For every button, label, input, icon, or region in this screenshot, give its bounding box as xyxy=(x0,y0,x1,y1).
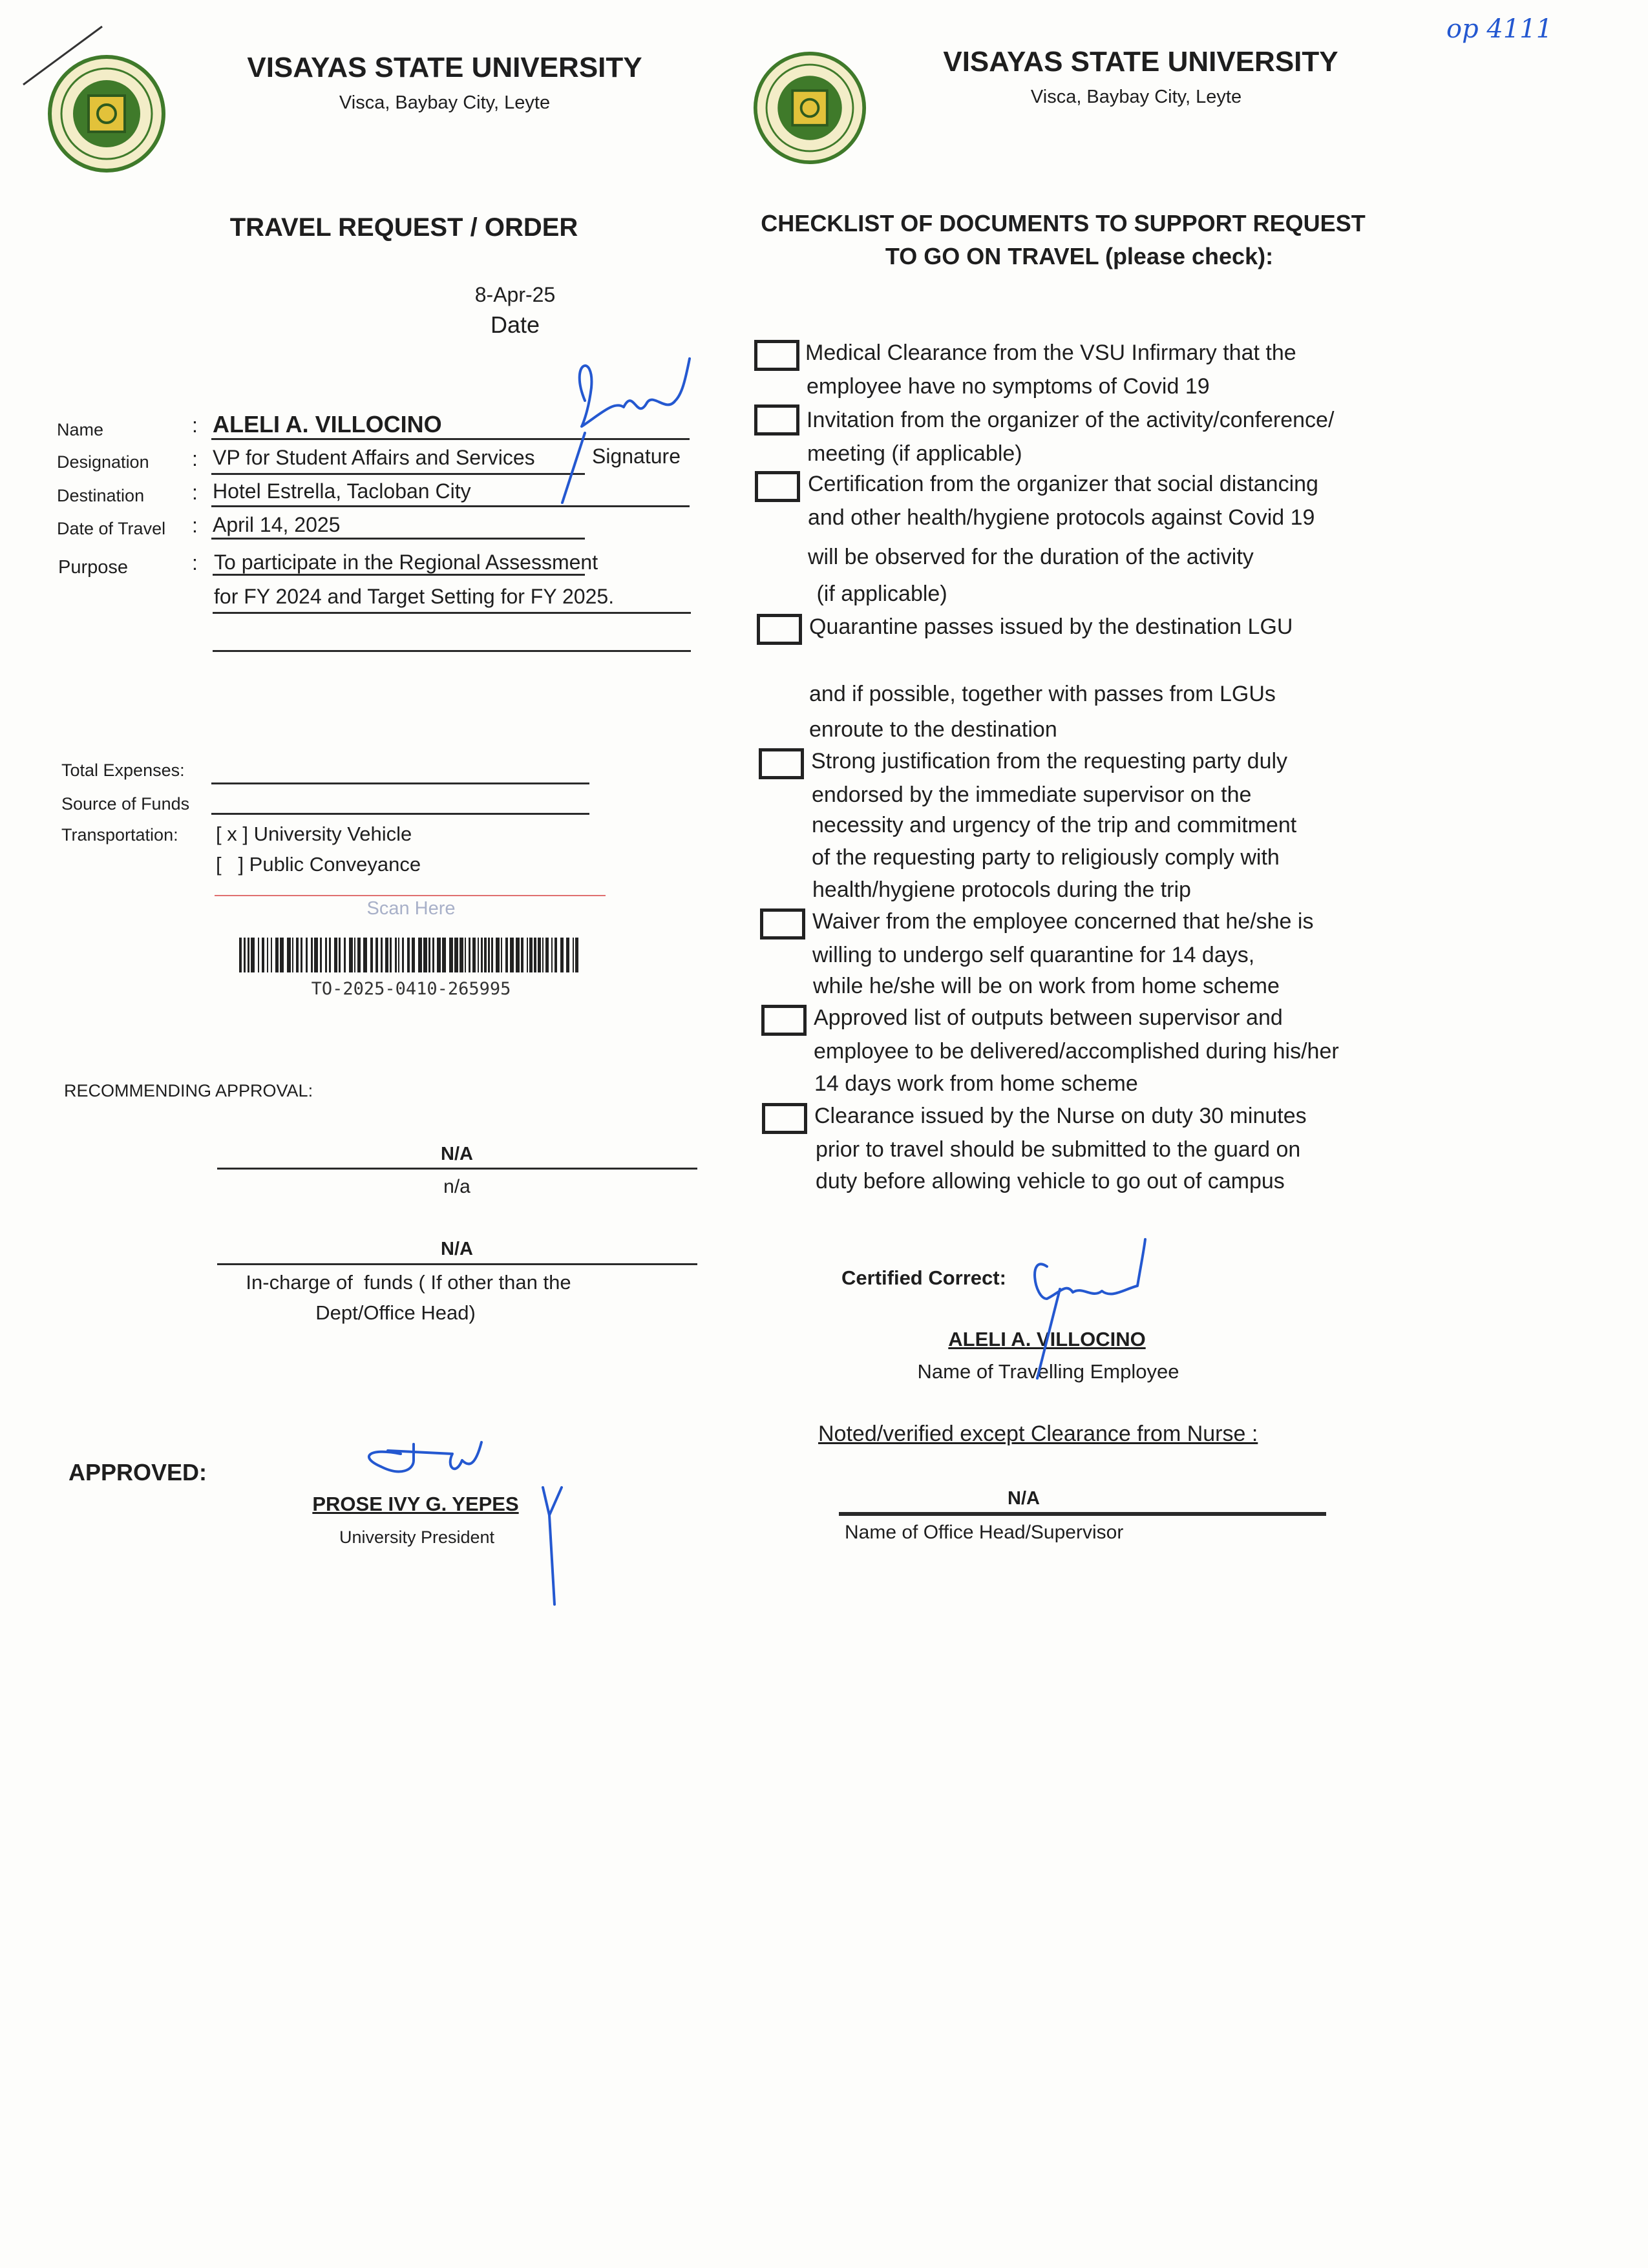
travelling-employee-name: ALELI A. VILLOCINO xyxy=(948,1328,1146,1350)
colon: : xyxy=(192,414,198,437)
barcode-bar xyxy=(354,938,355,972)
barcode-bar xyxy=(314,938,318,972)
checklist-item-text: 14 days work from home scheme xyxy=(814,1071,1138,1096)
barcode-bar xyxy=(398,938,399,972)
barcode-bar xyxy=(239,938,242,972)
barcode-bar xyxy=(472,938,476,972)
university-address-left: Visca, Baybay City, Leyte xyxy=(339,92,551,113)
checkbox[interactable] xyxy=(754,340,799,371)
barcode-bar xyxy=(390,938,392,972)
noted-verified-label: Noted/verified except Clearance from Nurse : xyxy=(818,1422,1258,1446)
barcode-bar xyxy=(551,938,553,972)
recommender1-title: n/a xyxy=(443,1176,470,1197)
barcode-bar xyxy=(385,938,388,972)
barcode-bar xyxy=(449,938,453,972)
purpose-label: Purpose xyxy=(58,557,129,578)
requester-signature xyxy=(580,359,690,426)
university-name-right: VISAYAS STATE UNIVERSITY xyxy=(943,46,1338,78)
transport-option-university-vehicle[interactable]: [ x ] University Vehicle xyxy=(216,823,412,845)
checklist-item-text: while he/she will be on work from home scheme xyxy=(813,974,1280,998)
barcode-bar xyxy=(296,938,299,972)
checklist-item-text: meeting (if applicable) xyxy=(807,441,1022,466)
name-value: ALELI A. VILLOCINO xyxy=(213,411,442,437)
barcode-bar xyxy=(339,938,341,972)
date-label: Date xyxy=(490,311,540,338)
date-of-travel-value: April 14, 2025 xyxy=(213,513,341,536)
barcode-bar xyxy=(301,938,302,972)
checklist-item-text: necessity and urgency of the trip and commitment xyxy=(812,813,1297,837)
approved-label: APPROVED: xyxy=(69,1459,207,1486)
barcode-code: TO-2025-0410-265995 xyxy=(311,979,511,999)
checkbox[interactable] xyxy=(762,1103,807,1134)
checklist-item-text: Clearance issued by the Nurse on duty 30 minutes xyxy=(814,1104,1307,1128)
checklist-item-text: Waiver from the employee concerned that he/she is xyxy=(812,909,1314,934)
approver-title: University President xyxy=(339,1528,495,1547)
checkbox[interactable] xyxy=(759,748,804,779)
checklist-item-text: willing to undergo self quarantine for 14 days, xyxy=(812,943,1255,967)
barcode-bar xyxy=(527,938,528,972)
barcode-bar xyxy=(542,938,544,972)
barcode-bar xyxy=(484,938,487,972)
barcode-bar xyxy=(287,938,291,972)
checklist-item-text: Approved list of outputs between supervisor and xyxy=(814,1005,1283,1030)
university-seal-right xyxy=(753,51,867,165)
barcode-bar xyxy=(349,938,353,972)
purpose-value-line1: To participate in the Regional Assessment xyxy=(214,551,598,574)
president-signature xyxy=(369,1442,481,1471)
scan-divider xyxy=(215,895,606,896)
checklist-title-line2: TO GO ON TRAVEL (please check): xyxy=(885,243,1274,269)
barcode-bar xyxy=(292,938,293,972)
checkbox[interactable] xyxy=(755,471,800,502)
barcode-bar xyxy=(334,938,337,972)
barcode-bar xyxy=(501,938,502,972)
president-initial xyxy=(543,1487,562,1604)
university-seal-left xyxy=(47,54,166,173)
barcode-bar xyxy=(478,938,479,972)
checklist-item-text: employee to be delivered/accomplished during his/her xyxy=(814,1039,1339,1064)
barcode-bar xyxy=(529,938,533,972)
requester-signature-slash xyxy=(562,433,585,503)
checklist-item-text: Certification from the organizer that social distancing xyxy=(808,472,1318,496)
colon: : xyxy=(192,551,198,574)
form-title: TRAVEL REQUEST / ORDER xyxy=(229,213,578,242)
barcode-bar xyxy=(375,938,378,972)
barcode-bar xyxy=(412,938,415,972)
destination-label: Destination xyxy=(57,486,145,505)
checklist-item-text: prior to travel should be submitted to the guard on xyxy=(816,1137,1301,1162)
barcode-bar xyxy=(491,938,493,972)
checklist-item-text: health/hygiene protocols during the trip xyxy=(812,877,1191,902)
barcode-bar xyxy=(560,938,564,972)
barcode-bar xyxy=(267,938,268,972)
recommending-approval-label: RECOMMENDING APPROVAL: xyxy=(64,1081,313,1100)
barcode-bar xyxy=(395,938,397,972)
checklist-title-line1: CHECKLIST OF DOCUMENTS TO SUPPORT REQUEST xyxy=(761,210,1366,236)
checkbox[interactable] xyxy=(760,908,805,940)
barcode-bar xyxy=(363,938,367,972)
barcode-bar xyxy=(432,938,434,972)
barcode-bar xyxy=(423,938,427,972)
checklist-item-text: Quarantine passes issued by the destination LGU xyxy=(809,614,1293,639)
barcode-bar xyxy=(344,938,346,972)
checklist-item-text: Strong justification from the requesting party duly xyxy=(811,749,1288,773)
checklist-item-text: and if possible, together with passes from LGUs xyxy=(809,682,1276,706)
date-of-travel-label: Date of Travel xyxy=(57,519,166,538)
supervisor-caption: Name of Office Head/Supervisor xyxy=(845,1522,1124,1543)
barcode-bar xyxy=(521,938,523,972)
checklist-item-text: Medical Clearance from the VSU Infirmary that the xyxy=(805,341,1296,365)
recommender2-title-line2: Dept/Office Head) xyxy=(315,1301,476,1324)
travelling-employee-caption: Name of Travelling Employee xyxy=(917,1360,1179,1383)
barcode-bar xyxy=(534,938,536,972)
destination-value: Hotel Estrella, Tacloban City xyxy=(213,479,471,503)
designation-label: Designation xyxy=(57,452,149,472)
barcode-bar xyxy=(418,938,422,972)
name-label: Name xyxy=(57,420,104,439)
checklist-item-text: duty before allowing vehicle to go out of campus xyxy=(816,1169,1285,1193)
barcode-bar xyxy=(516,938,520,972)
barcode-bar xyxy=(555,938,557,972)
barcode-bar xyxy=(460,938,463,972)
recommender2-name: N/A xyxy=(441,1239,473,1259)
barcode xyxy=(239,938,584,972)
request-date: 8-Apr-25 xyxy=(474,283,556,306)
barcode-bar xyxy=(566,938,569,972)
transportation-label: Transportation: xyxy=(61,825,178,845)
source-of-funds-label: Source of Funds xyxy=(61,794,190,814)
barcode-bar xyxy=(306,938,308,972)
barcode-bar xyxy=(437,938,441,972)
barcode-bar xyxy=(575,938,578,972)
barcode-bar xyxy=(481,938,483,972)
barcode-bar xyxy=(244,938,246,972)
barcode-bar xyxy=(454,938,458,972)
barcode-bar xyxy=(275,938,279,972)
barcode-bar xyxy=(488,938,490,972)
checklist-item-text: (if applicable) xyxy=(810,582,947,606)
barcode-bar xyxy=(469,938,470,972)
barcode-bar xyxy=(280,938,284,972)
total-expenses-label: Total Expenses: xyxy=(61,761,185,780)
checklist-item-text: enroute to the destination xyxy=(809,717,1057,742)
recommender1-name: N/A xyxy=(441,1144,473,1164)
barcode-bar xyxy=(573,938,574,972)
barcode-bar xyxy=(510,938,514,972)
colon: : xyxy=(192,481,198,504)
barcode-bar xyxy=(329,938,331,972)
barcode-bar xyxy=(311,938,313,972)
designation-value: VP for Student Affairs and Services xyxy=(213,446,535,469)
checklist-item-text: will be observed for the duration of the activity xyxy=(808,545,1254,569)
barcode-bar xyxy=(465,938,466,972)
checklist-item-text: employee have no symptoms of Covid 19 xyxy=(807,374,1210,399)
barcode-bar xyxy=(251,938,255,972)
barcode-bar xyxy=(428,938,430,972)
checklist-item-text: Invitation from the organizer of the activity/conference/ xyxy=(807,408,1335,432)
barcode-bar xyxy=(545,938,549,972)
checkbox[interactable] xyxy=(754,404,799,436)
barcode-bar xyxy=(370,938,373,972)
recommender2-title-line1: In-charge of funds ( If other than the xyxy=(246,1271,571,1294)
certified-correct-label: Certified Correct: xyxy=(841,1266,1006,1289)
barcode-bar xyxy=(442,938,446,972)
supervisor-name: N/A xyxy=(1008,1488,1040,1509)
checklist-item-text: and other health/hygiene protocols against Covid 19 xyxy=(808,505,1315,530)
barcode-bar xyxy=(258,938,259,972)
checkbox[interactable] xyxy=(761,1005,807,1036)
barcode-bar xyxy=(407,938,410,972)
barcode-bar xyxy=(381,938,383,972)
transport-option-public-conveyance[interactable]: [ ] Public Conveyance xyxy=(216,853,421,876)
approver-name: PROSE IVY G. YEPES xyxy=(312,1493,519,1515)
scan-here-label: Scan Here xyxy=(366,898,456,919)
checklist-item-text: of the requesting party to religiously comply with xyxy=(812,845,1280,870)
barcode-bar xyxy=(325,938,327,972)
barcode-bar xyxy=(505,938,508,972)
barcode-bar xyxy=(248,938,249,972)
handwritten-note: op 4111 xyxy=(1446,14,1553,44)
checkbox[interactable] xyxy=(757,614,802,645)
barcode-bar xyxy=(538,938,541,972)
barcode-bar xyxy=(402,938,404,972)
barcode-bar xyxy=(496,938,500,972)
barcode-bar xyxy=(357,938,361,972)
barcode-bar xyxy=(271,938,272,972)
signature-label: Signature xyxy=(592,445,681,468)
barcode-bar xyxy=(262,938,264,972)
barcode-bar xyxy=(320,938,322,972)
colon: : xyxy=(192,514,198,537)
employee-signature xyxy=(1035,1239,1145,1299)
university-address-right: Visca, Baybay City, Leyte xyxy=(1030,87,1242,107)
purpose-value-line2: for FY 2024 and Target Setting for FY 2025. xyxy=(214,585,615,608)
colon: : xyxy=(192,447,198,470)
checklist-item-text: endorsed by the immediate supervisor on the xyxy=(812,782,1252,807)
university-name-left: VISAYAS STATE UNIVERSITY xyxy=(247,52,642,83)
